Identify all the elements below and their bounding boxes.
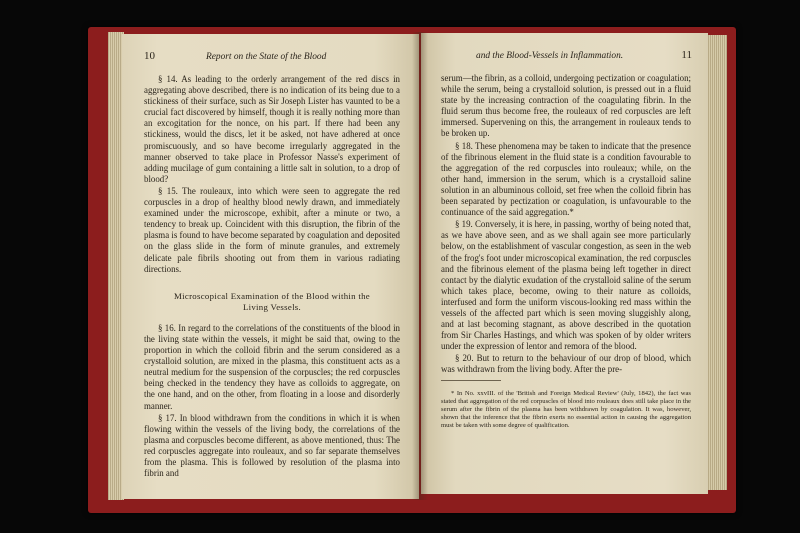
footnote: * In No. xxvIII. of the 'British and Foreign Medical Review' (July, 1842), the fact was stated that aggregation of the red corpuscles of blood into rouleaux does still take place in the serum after the fibrin of the plasma has been withdrawn by coagulation. It was, however, shown that the inference that the fibrin exerts no essential action in causing the aggregation must be taken with some degree of qualification. xyxy=(441,389,691,430)
running-head: Report on the State of the Blood xyxy=(206,52,327,62)
section-title-line: Living Vessels. xyxy=(242,301,302,312)
right-page xyxy=(421,33,708,494)
paragraph: § 20. But to return to the behaviour of our drop of blood, which was withdrawn from the living body. After the pre- xyxy=(441,353,691,375)
section-title xyxy=(144,291,400,313)
paragraph: § 17. In blood withdrawn from the conditions in which it is when flowing within the vessels of the living body, the correlations of the plasma and corpuscles become different, as above mentioned, thus: The red corpuscles aggregate into rouleaux, and so far separate themselves from the plasma. This is followed by resolution of the plasma into fibrin and xyxy=(144,412,400,479)
paragraph: § 15. The rouleaux, into which were seen to aggregate the red corpuscles in a drop of healthy blood newly drawn, and immediately examined under the microscope, exhibit, after a minute or two, a tendency to break up. Coincident with this disruption, the fibrin of the plasma is found to have become separated by coagulation and deposited on the glass slide in the form of minute granules, and extremely delicate pale fibrils shooting out from them in various radiating directions. xyxy=(144,185,400,274)
paragraph: § 14. As leading to the orderly arrangement of the red discs in aggregating above described, there is no indication of its being due to a stickiness of their surface, such as Sir Joseph Lister has vaunted to be a crucial fact discovered by himself, though it is really nothing more than an excogitation for the nonce, on his part. If there had been any stickiness, would the discs, let it be asked, not have adhered at once promiscuously, and so have become irregularly aggregated in the manner observed to take place in Professor Nasse's experiment of adding mucilage of gum containing a little salt in solution, to a drop of blood? xyxy=(144,74,400,184)
page-number: 10 xyxy=(144,50,155,62)
right-page-edges xyxy=(705,35,727,490)
section-title-line: Microscopical Examination of the Blood within the xyxy=(174,290,370,301)
paragraph: serum—the fibrin, as a colloid, undergoing pectization or coagulation; while the serum, being a crystalloid solution, is pressed out in a fluid state by the increasing contraction of the coagulating fibrin. In the fluid serum thus become free, the rouleaux of red corpuscles are left immersed. Supervening on this, the arrangement in rouleaux tends to be broken up. xyxy=(441,73,691,139)
page-number: 11 xyxy=(681,49,692,61)
paragraph: § 19. Conversely, it is here, in passing, worthy of being noted that, as we have above seen, and as we shall again see more particularly below, on the establishment of vascular congestion, as seen in the web of the frog's foot under microscopical examination, the red corpuscles and the fibrinous element of the plasma being left together in direct contact by the dialytic exudation of the crystalloid saline of the serum which takes place, become, owing to their nature as colloids, interfused and form the uniform viscous-looking red mass within the vessels of the affected part which is seen moving sluggishly along, and at last becoming stagnant, as above described in the quotation from Sir Charles Hastings, and which was spoken of by older writers under the expression of lentor and remora of the blood. xyxy=(441,219,691,352)
page-body xyxy=(441,73,691,437)
paragraph: § 18. These phenomena may be taken to indicate that the presence of the fibrinous element in the fluid state is a condition favourable to the aggregation of the red corpuscles into rouleaux; while, on the other hand, immersion in the serum, which is a crystalloid saline solution in an albuminous colloid, set free when the colloid fibrin has been separated by pectization or coagulation, is unfavourable to the continuance of the said aggregation.* xyxy=(441,140,691,218)
running-head: and the Blood-Vessels in Inflammation. xyxy=(476,51,624,61)
page-body xyxy=(144,74,400,479)
book-gutter xyxy=(412,32,428,500)
footnote-rule xyxy=(441,380,501,381)
paragraph: § 16. In regard to the correlations of the constituents of the blood in the living state within the vessels, it might be said that, owing to the proportion in which the colloid fibrin and the serum considered as a crystalloid solution, are mixed in the plasma, this constituent acts as a neutral medium for the suspension of the corpuscles; the red corpuscles being checked in the tendency they have as colloids to aggregate, on the one hand, and on the other, from floating in a loose and disorderly manner. xyxy=(144,322,400,411)
left-page xyxy=(122,34,419,499)
